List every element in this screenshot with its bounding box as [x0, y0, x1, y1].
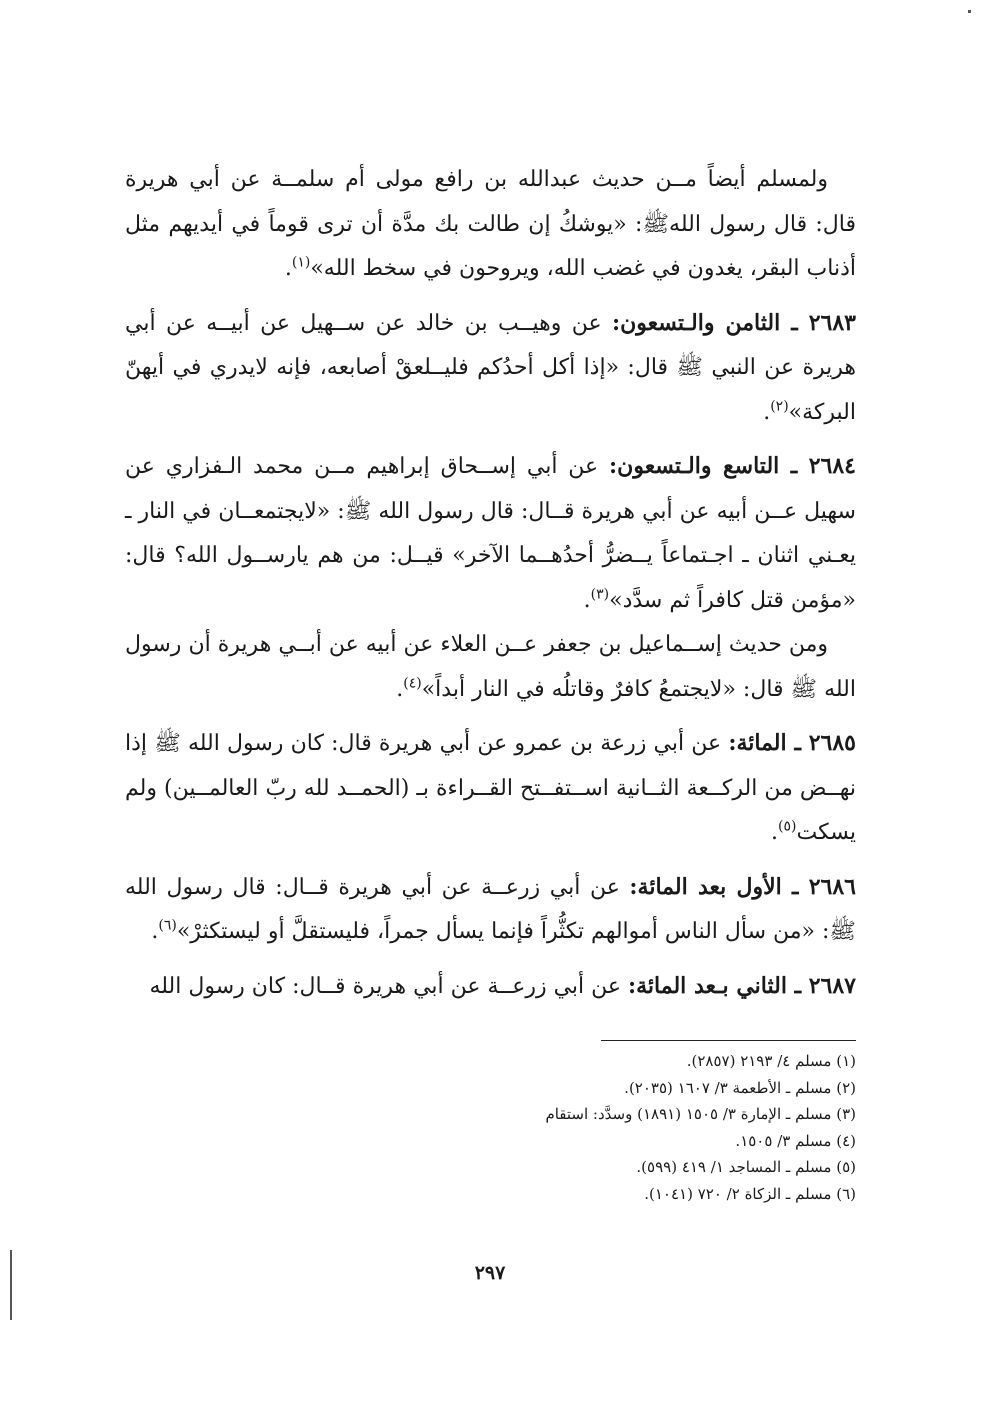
footnote-ref: (٦): [158, 917, 177, 934]
paragraph-text: عن وهيــب بن خالد عن ســهيل عن أبيــه عن أبي هريرة عن النبي ﷺ قال: «إذا أكل أحدُكم فليــلعقْ أصابعه، فإنه لايدري في أيهنّ البركة»: [125, 310, 856, 425]
hadith-number: ٢٦٨٣: [808, 309, 856, 336]
paragraph-intro: [125, 158, 856, 292]
paragraph-end: .: [583, 587, 591, 613]
footnote-ref: (١): [291, 254, 311, 271]
hadith-dash: ـ: [779, 453, 809, 479]
hadith-number: ٢٦٨٦: [808, 873, 856, 900]
hadith-label: التاسع والـتسعون:: [609, 453, 780, 479]
hadith-dash: ـ: [781, 873, 809, 900]
hadith-2683: [125, 301, 856, 436]
footnote-ref: (٥): [778, 818, 797, 835]
hadith-label: الثاني بـعد المائة:: [628, 972, 787, 999]
main-text: [125, 158, 856, 1009]
paragraph-text: عن أبي زرعــة عن أبي هريرة قــال: كان رسول الله: [149, 973, 622, 999]
footnotes: [420, 1048, 856, 1207]
hadith-2687: [125, 964, 856, 1010]
scan-mark: [10, 1250, 12, 1320]
paragraph-text: ولمسلم أيضاً مــن حديث عبدالله بن رافع مولى أم سلمــة عن أبي هريرة قال: قال رسول اللهﷺ: «يوشكُ إن طالت بك مدَّة أن ترى قوماً في أيديهم مثل أذناب البقر، يغدون في غضب الله، ويروحون في سخط الله»: [125, 167, 856, 281]
hadith-2685: [125, 721, 856, 856]
hadith-label: الأول بعد المائة:: [629, 873, 782, 900]
paragraph-text: عن أبي زرعة بن عمرو عن أبي هريرة قال: كان رسول الله ﷺ إذا نهــض من الركــعة الثــانية اســتفــتح القــراءة بـ (الحمــد لله ربّ العالمــين) ولم يسكت: [125, 731, 856, 845]
footnote-ref: (٤): [403, 675, 422, 692]
hadith-dash: ـ: [780, 309, 809, 336]
hadith-label: المائة:: [728, 730, 787, 756]
footnote-separator: [601, 1040, 856, 1041]
footnote-5: (٥) مسلم ـ المساجد ١/ ٤١٩ (٥٩٩).: [636, 1158, 856, 1176]
footnote-4: (٤) مسلم ٣/ ١٥٠٥.: [735, 1131, 856, 1150]
paragraph-text: ومن حديث إســماعيل بن جعفر عــن العلاء عن أبيه عن أبــي هريرة أن رسول الله ﷺ قال: «لايجتمعُ كافرٌ وقاتلُه في النار أبداً»: [125, 632, 856, 702]
hadith-label: الثامن والـتسعون:: [612, 309, 781, 336]
footnote-2: (٢) مسلم ـ الأطعمة ٣/ ١٦٠٧ (٢٠٣٥).: [624, 1078, 856, 1097]
footnote-ref: (٣): [590, 586, 610, 603]
paragraph-text: عن أبي زرعــة عن أبي هريرة قــال: قال رسول الله ﷺ: «من سأل الناس أموالهم تكثُّراً فإنما يسأل جمراً، فليستقلَّ أو ليستكثرْ»: [125, 874, 856, 944]
footnote-6: (٦) مسلم ـ الزكاة ٢/ ٧٢٠ (١٠٤١).: [644, 1184, 856, 1203]
hadith-2684: [125, 444, 856, 623]
page-number: ٢٩٧: [474, 1262, 506, 1284]
hadith-dash: ـ: [786, 730, 809, 756]
hadith-number: ٢٦٨٧: [808, 972, 856, 999]
paragraph-end: .: [771, 820, 779, 845]
paragraph-additional: [125, 623, 856, 712]
paragraph-end: .: [396, 676, 404, 702]
paragraph-text: عن أبي إســحاق إبراهيم مــن محمد الـفزاري عن سهيل عــن أبيه عن أبي هريرة قــال: قال رسول الله ﷺ: «لايجتمعــان في النار ـ يعـني اثنان ـ اجـتماعاً يــضرُّ أحدُهــما الآخر» قيــل: من هم يارســول الله؟ قال: «مؤمن قتل كافراً ثم سدَّد»: [125, 454, 856, 613]
footnote-3: (٣) مسلم ـ الإمارة ٣/ ١٥٠٥ (١٨٩١) وسدَّد: استقام: [545, 1105, 856, 1123]
paragraph-end: .: [151, 919, 159, 944]
scan-mark: [968, 10, 971, 13]
footnote-1: (١) مسلم ٤/ ٢١٩٣ (٢٨٥٧).: [686, 1052, 856, 1070]
hadith-dash: ـ: [786, 972, 809, 999]
paragraph-end: .: [284, 256, 292, 281]
hadith-number: ٢٦٨٥: [808, 730, 856, 756]
footnote-ref: (٢): [770, 398, 789, 415]
paragraph-end: .: [763, 399, 771, 425]
hadith-number: ٢٦٨٤: [808, 453, 856, 479]
hadith-2686: [125, 865, 856, 955]
